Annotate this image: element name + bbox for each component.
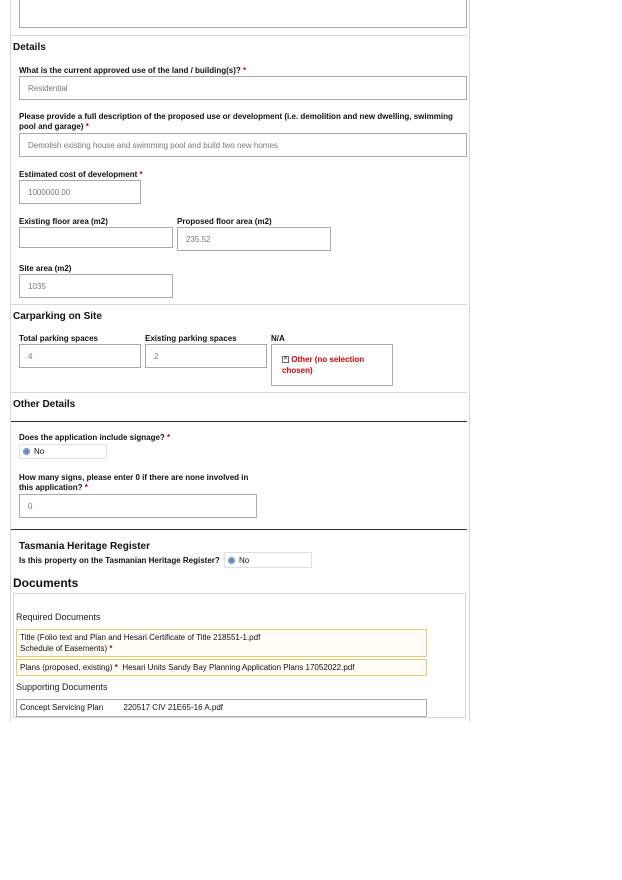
proposed-floor-input[interactable]: 235.52: [177, 227, 331, 251]
application-form: [10, 0, 470, 722]
divider: [11, 35, 467, 36]
radio-selected-icon[interactable]: [228, 557, 235, 564]
cost-input[interactable]: 1000000.00: [19, 180, 141, 204]
supporting-doc-row[interactable]: Concept Servicing Plan 220517 CIV 21E65-16 A.pdf: [16, 699, 427, 717]
description-input[interactable]: Demolish existing house and swimming pool and build two new homes: [19, 133, 467, 157]
description-label: Please provide a full description of the proposed use or development (i.e. demolition and new dwelling, swimming pool and garage) *: [19, 112, 453, 131]
approved-use-input[interactable]: Residential: [19, 76, 467, 100]
heritage-question: Is this property on the Tasmanian Heritage Register?: [19, 556, 220, 565]
carparking-heading: Carparking on Site: [13, 311, 102, 322]
approved-use-label: What is the current approved use of the land / building(s)? *: [19, 66, 247, 75]
heritage-radio[interactable]: No: [224, 552, 312, 568]
document-link[interactable]: Hesari Units Sandy Bay Planning Application Plans 17052022.pdf: [122, 663, 355, 672]
other-option[interactable]: × Other (no selection chosen): [282, 355, 365, 375]
signs-count-input[interactable]: 0: [19, 494, 257, 518]
details-heading: Details: [13, 42, 46, 53]
na-label: N/A: [271, 334, 285, 343]
existing-floor-input[interactable]: [19, 227, 173, 248]
required-doc-row[interactable]: Title (Folio text and Plan and Hesari Certificate of Title 218551-1.pdf Schedule of Easements) *: [16, 629, 427, 657]
total-parking-label: Total parking spaces: [19, 334, 98, 343]
other-details-heading: Other Details: [13, 399, 76, 410]
heritage-heading: Tasmania Heritage Register: [19, 541, 150, 552]
section-rule: [11, 421, 467, 422]
document-link[interactable]: 220517 CIV 21E65-16 A.pdf: [123, 703, 224, 712]
proposed-floor-label: Proposed floor area (m2): [177, 217, 272, 226]
required-documents-heading: Required Documents: [16, 612, 101, 622]
top-textarea[interactable]: [19, 0, 467, 28]
site-area-input[interactable]: 1035: [19, 274, 173, 298]
divider: [11, 392, 467, 393]
signage-radio[interactable]: No: [19, 444, 107, 459]
site-area-label: Site area (m2): [19, 264, 72, 273]
documents-heading: Documents: [13, 576, 79, 590]
cost-label: Estimated cost of development *: [19, 170, 143, 179]
section-rule: [11, 529, 467, 530]
signage-label: Does the application include signage? *: [19, 433, 171, 442]
document-link[interactable]: Hesari Certificate of Title 218551-1.pdf: [123, 633, 261, 642]
existing-parking-label: Existing parking spaces: [145, 334, 237, 343]
supporting-documents-heading: Supporting Documents: [16, 682, 108, 692]
na-checkbox-box[interactable]: [271, 344, 393, 386]
total-parking-input[interactable]: 4: [19, 344, 141, 368]
existing-floor-label: Existing floor area (m2): [19, 217, 108, 226]
signs-count-label: How many signs, please enter 0 if there are none involved in this application? *: [19, 473, 249, 492]
checkbox-icon[interactable]: ×: [283, 356, 288, 363]
existing-parking-input[interactable]: 2: [145, 344, 267, 368]
required-doc-row[interactable]: Plans (proposed, existing) * Hesari Units Sandy Bay Planning Application Plans 17052022.pdf: [16, 659, 427, 676]
radio-selected-icon[interactable]: [23, 448, 30, 455]
divider: [11, 304, 467, 305]
